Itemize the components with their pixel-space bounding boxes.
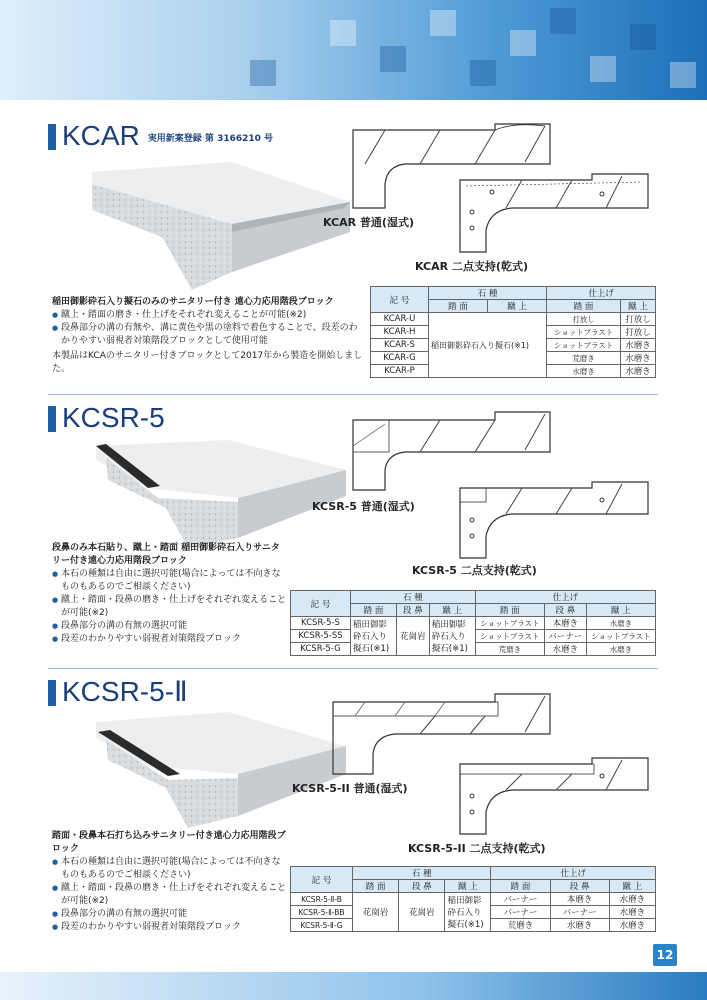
col-code: 記 号 [371, 287, 429, 313]
col-finish-tread: 踏 面 [475, 604, 544, 617]
cell-code: KCSR-5-G [291, 643, 351, 656]
kcsr5-wet-caption: KCSR-5 普通(湿式) [312, 500, 415, 513]
cell-code: KCAR-G [371, 352, 429, 365]
cell-finish-riser: 打放し [620, 326, 655, 339]
cell-finish-tread: 荒磨き [491, 919, 550, 932]
section-divider [48, 394, 658, 395]
cell-code: KCAR-H [371, 326, 429, 339]
cell-finish-tread: ショットブラスト [547, 339, 621, 352]
col-nose: 段 鼻 [399, 880, 445, 893]
kcsr5-2-product-photo [88, 712, 350, 828]
col-riser: 蹴 上 [429, 604, 475, 617]
cell-finish-nose: 水磨き [550, 919, 609, 932]
table-row [291, 893, 656, 906]
cell-finish-riser: 打放し [620, 313, 655, 326]
cell-code: KCAR-U [371, 313, 429, 326]
cell-finish-nose: 本磨き [550, 893, 609, 906]
page-number: 12 [653, 944, 677, 966]
cell-code: KCSR-5-SS [291, 630, 351, 643]
kcsr5-2-lead: 踏面・段鼻本石打ち込みサニタリー付き遠心力応用階段ブロック [52, 831, 286, 854]
kcsr5-2-wet-caption: KCSR-5-II 普通(湿式) [292, 782, 408, 795]
kcsr5-lead: 段鼻のみ本石貼り、蹴上・踏面 稲田御影砕石入りサニタリー付き遠心力応用階段ブロック [52, 543, 280, 566]
cell-finish-riser: 水磨き [620, 339, 655, 352]
col-stone: 石 種 [353, 867, 491, 880]
cell-finish-tread: 荒磨き [547, 352, 621, 365]
col-finish: 仕上げ [491, 867, 656, 880]
kcsr5-dry-caption: KCSR-5 二点支持(乾式) [412, 564, 537, 577]
kcsr5-2-spec-table [290, 866, 656, 932]
kcsr5-bullet: ● 蹴上・踏面・段鼻の磨き・仕上げをそれぞれ変えることが可能(※2) [52, 594, 286, 620]
col-finish-tread: 踏 面 [491, 880, 550, 893]
cell-finish-nose: バーナー [544, 630, 586, 643]
kcar-wet-caption: KCAR 普通(湿式) [323, 216, 414, 229]
kcar-spec-table [370, 286, 656, 378]
cell-finish-riser: 水磨き [609, 919, 655, 932]
cell-finish-riser: 水磨き [620, 365, 655, 378]
cell-finish-riser: ショットブラスト [586, 630, 655, 643]
cell-finish-nose: 本磨き [544, 617, 586, 630]
cell-finish-riser: 水磨き [586, 617, 655, 630]
cell-finish-tread: 打放し [547, 313, 621, 326]
col-stone: 石 種 [351, 591, 476, 604]
col-finish-nose: 段 鼻 [544, 604, 586, 617]
col-tread: 踏 面 [353, 880, 399, 893]
cell-finish-nose: 水磨き [544, 643, 586, 656]
cell-finish-tread: バーナー [491, 893, 550, 906]
cell-code: KCSR-5-Ⅱ-G [291, 919, 353, 932]
section-title-kcsr5-2 [48, 678, 188, 706]
cell-code: KCAR-S [371, 339, 429, 352]
kcsr5-2-bullet: ● 本石の種類は自由に選択可能(場合によっては不向きなものもあるのでご相談ください) [52, 856, 286, 882]
col-riser: 蹴 上 [488, 300, 547, 313]
section-title-kcsr5 [48, 404, 165, 432]
kcar-description [52, 296, 364, 376]
cell-finish-riser: 水磨き [620, 352, 655, 365]
col-finish-riser: 蹴 上 [609, 880, 655, 893]
col-code: 記 号 [291, 591, 351, 617]
cell-code: KCAR-P [371, 365, 429, 378]
cell-stone-riser: 稲田御影砕石入り擬石(※1) [445, 893, 491, 932]
col-finish-riser: 蹴 上 [620, 300, 655, 313]
title-text: KCAR [62, 120, 140, 151]
cell-finish-tread: ショットブラスト [475, 630, 544, 643]
cell-finish-tread: 水磨き [547, 365, 621, 378]
col-finish-riser: 蹴 上 [586, 604, 655, 617]
registration-number: 実用新案登録 第 3166210 号 [147, 134, 274, 144]
col-finish-nose: 段 鼻 [550, 880, 609, 893]
kcsr5-2-bullet: ● 蹴上・踏面・段鼻の磨き・仕上げをそれぞれ変えることが可能(※2) [52, 882, 286, 908]
kcar-note: 本製品はKCAのサニタリー付きブロックとして2017年から製造を開始しました。 [52, 351, 363, 374]
title-text: KCSR-5-Ⅱ [62, 676, 188, 707]
cell-finish-riser: 水磨き [609, 906, 655, 919]
table-row [371, 313, 656, 326]
kcar-dry-drawing [452, 172, 652, 254]
kcsr5-bullet: ● 段差のわかりやすい弱視者対策階段ブロック [52, 633, 286, 646]
cell-finish-riser: 水磨き [609, 893, 655, 906]
header-banner [0, 0, 707, 100]
cell-stone-nose: 花崗岩 [397, 617, 430, 656]
kcsr5-spec-table [290, 590, 656, 656]
cell-code: KCSR-5-Ⅱ-BB [291, 906, 353, 919]
cell-stone-tread: 稲田御影砕石入り擬石(※1) [351, 617, 397, 656]
cell-finish-tread: 荒磨き [475, 643, 544, 656]
cell-finish-riser: 水磨き [586, 643, 655, 656]
footer-band [0, 972, 707, 1000]
section-title-kcar [48, 122, 273, 150]
kcar-lead: 稲田御影砕石入り擬石のみのサニタリー付き 遠心力応用階段ブロック [52, 297, 334, 307]
kcsr5-bullet: ● 本石の種類は自由に選択可能(場合によっては不向きなものもあるのでご相談ください) [52, 568, 286, 594]
col-finish: 仕上げ [475, 591, 655, 604]
col-tread: 踏 面 [351, 604, 397, 617]
cell-stone-tread: 花崗岩 [353, 893, 399, 932]
col-tread: 踏 面 [429, 300, 488, 313]
cell-stone: 稲田御影砕石入り擬石(※1) [429, 313, 547, 378]
kcar-bullet: ● 段鼻部分の溝の有無や、溝に黄色や黒の塗料で着色することで、段差のわかりやすい弱視者対策階段ブロックとして使用可能 [52, 322, 364, 348]
kcar-product-photo [82, 162, 352, 290]
col-finish: 仕上げ [547, 287, 656, 300]
cell-finish-tread: ショットブラスト [475, 617, 544, 630]
kcsr5-bullet: ● 段鼻部分の溝の有無の選択可能 [52, 620, 286, 633]
title-text: KCSR-5 [62, 402, 165, 433]
kcar-bullet: ● 蹴上・踏面の磨き・仕上げをそれぞれ変えることが可能(※2) [52, 309, 364, 322]
kcsr5-description [52, 542, 286, 646]
section-divider [48, 668, 658, 669]
kcsr5-product-photo [88, 440, 350, 548]
table-row [291, 617, 656, 630]
cell-code: KCSR-5-Ⅱ-B [291, 893, 353, 906]
col-nose: 段 鼻 [397, 604, 430, 617]
kcar-dry-caption: KCAR 二点支持(乾式) [415, 260, 528, 273]
cell-stone-nose: 花崗岩 [399, 893, 445, 932]
col-code: 記 号 [291, 867, 353, 893]
kcsr5-dry-drawing [452, 480, 652, 560]
kcsr5-2-bullet: ● 段鼻部分の溝の有無の選択可能 [52, 908, 286, 921]
col-finish-tread: 踏 面 [547, 300, 621, 313]
col-riser: 蹴 上 [445, 880, 491, 893]
kcsr5-2-description [52, 830, 286, 934]
kcsr5-2-dry-caption: KCSR-5-II 二点支持(乾式) [408, 842, 546, 855]
kcsr5-2-bullet: ● 段差のわかりやすい弱視者対策階段ブロック [52, 921, 286, 934]
cell-code: KCSR-5-S [291, 617, 351, 630]
cell-stone-riser: 稲田御影砕石入り擬石(※1) [429, 617, 475, 656]
cell-finish-tread: バーナー [491, 906, 550, 919]
cell-finish-tread: ショットブラスト [547, 326, 621, 339]
kcsr5-2-dry-drawing [452, 756, 652, 836]
col-stone: 石 種 [429, 287, 547, 300]
cell-finish-nose: バーナー [550, 906, 609, 919]
